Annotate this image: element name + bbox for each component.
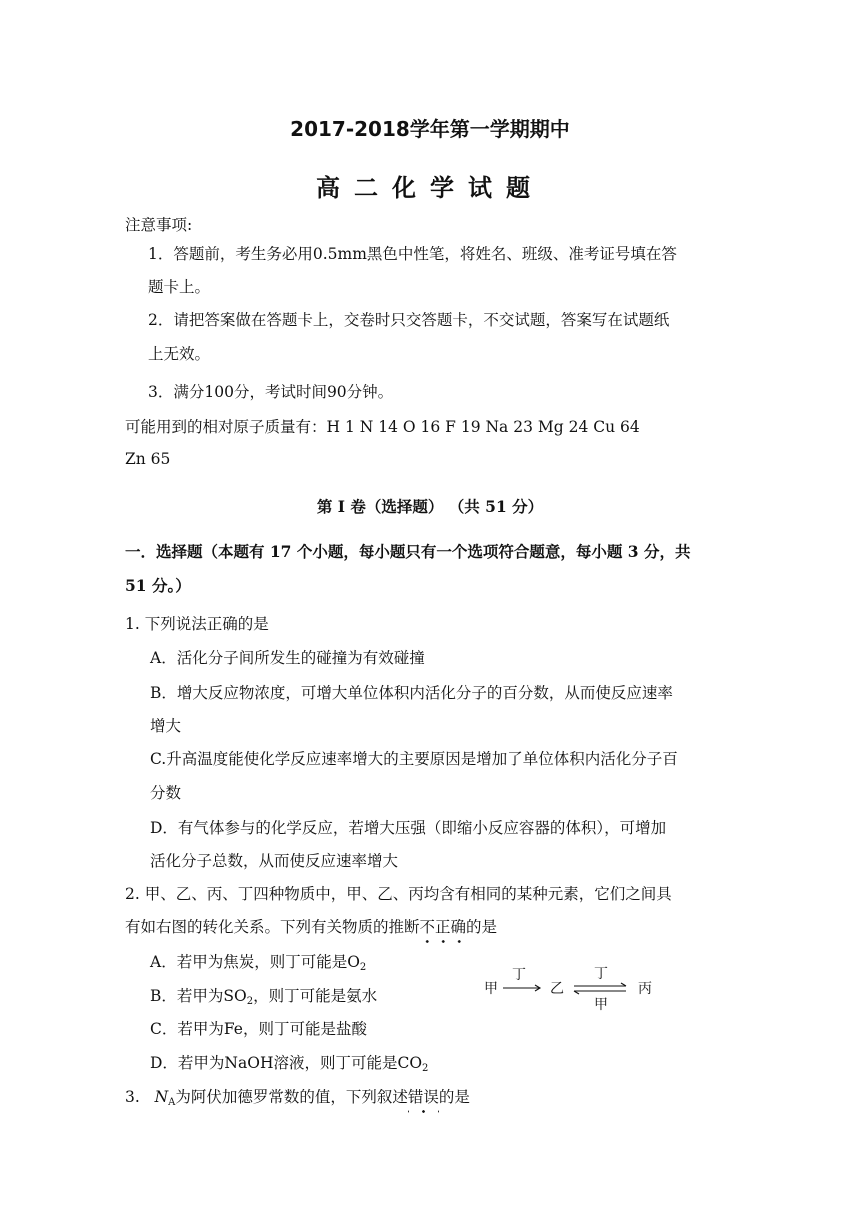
question-2-emphasis: 不正确 [419, 918, 467, 936]
exam-subtitle: 高二化学试题 [316, 174, 544, 202]
question-1-stem: 1. 下列说法正确的是 [125, 615, 269, 633]
part-title: 第 I 卷（选择题） （共 51 分） [316, 497, 544, 516]
atomic-mass-line-2: Zn 65 [125, 450, 171, 468]
question-3-emphasis: 错误 [407, 1088, 439, 1106]
question-1-option-b-line-1: B．增大反应物浓度，可增大单位体积内活化分子的百分数，从而使反应速率 [150, 684, 673, 702]
question-1-option-c-line-2: 分数 [150, 784, 182, 802]
question-2-option-d [150, 1051, 428, 1074]
question-2-option-a-subscript: 2 [359, 962, 367, 973]
section-heading-line-2: 51 分。） [125, 576, 191, 595]
note-item-2-line-2: 上无效。 [148, 345, 211, 363]
diagram-arrow-1-label: 丁 [512, 967, 526, 983]
question-2-option-a [150, 950, 366, 973]
question-2-option-b-subscript: 2 [246, 996, 254, 1007]
notes-heading: 注意事项: [125, 216, 193, 234]
diagram-arrow-2-bottom-label: 甲 [594, 997, 608, 1013]
diagram-node-bing: 丙 [638, 981, 652, 997]
question-2-stem-pre: 有如右图的转化关系。下列有关物质的推断 [125, 918, 420, 936]
question-1-option-d-line-1: D．有气体参与的化学反应，若增大压强（即缩小反应容器的体积），可增加 [150, 819, 667, 837]
question-1-option-a: A．活化分子间所发生的碰撞为有效碰撞 [150, 649, 425, 667]
question-1-option-c-line-1: C.升高温度能使化学反应速率增大的主要原因是增加了单位体积内活化分子百 [150, 750, 678, 768]
question-3-stem-pre: 为阿伏加德罗常数的值，下列叙述 [175, 1088, 408, 1106]
question-1-option-b-line-2: 增大 [150, 717, 182, 735]
atomic-mass-line-1: 可能用到的相对原子质量有：H 1 N 14 O 16 F 19 Na 23 Mg 24 Cu 64 [125, 418, 640, 436]
diagram-node-yi: 乙 [550, 981, 564, 997]
question-2-stem-line-1: 2. 甲、乙、丙、丁四种物质中，甲、乙、丙均含有相同的某种元素，它们之间具 [125, 885, 672, 903]
question-3-stem [125, 1085, 470, 1108]
question-3-stem-post: 的是 [438, 1088, 470, 1106]
exam-title: 2017-2018学年第一学期期中 [290, 117, 570, 141]
note-item-2-line-1: 2．请把答案做在答题卡上，交卷时只交答题卡，不交试题，答案写在试题纸 [148, 311, 670, 329]
question-2-option-b-text: B．若甲为SO [150, 987, 247, 1005]
diagram-arrow-2-top-label: 丁 [594, 966, 608, 982]
note-item-1-line-1: 1．答题前，考生务必用0.5mm黑色中性笔，将姓名、班级、准考证号填在答 [148, 245, 677, 263]
avogadro-symbol: N [154, 1088, 169, 1106]
note-item-3: 3．满分100分，考试时间90分钟。 [148, 383, 394, 401]
diagram-node-jia: 甲 [484, 981, 498, 997]
question-1-option-d-line-2: 活化分子总数，从而使反应速率增大 [150, 852, 399, 870]
question-2-option-a-text: A．若甲为焦炭，则丁可能是O [150, 953, 360, 971]
question-2-stem-line-2 [125, 915, 497, 937]
question-2-option-b-tail: ，则丁可能是氨水 [253, 987, 378, 1005]
avogadro-subscript: A [168, 1097, 176, 1108]
question-2-stem-post: 的是 [466, 918, 498, 936]
question-2-option-c: C．若甲为Fe，则丁可能是盐酸 [150, 1020, 367, 1038]
section-heading-line-1: 一．选择题（本题有 17 个小题，每小题只有一个选项符合题意，每小题 3 分，共 [125, 542, 691, 561]
note-item-1-line-2: 题卡上。 [148, 278, 211, 296]
question-3-number: 3. [125, 1088, 140, 1106]
conversion-diagram [478, 955, 668, 1015]
question-2-option-b [150, 984, 377, 1007]
question-2-option-d-text: D．若甲为NaOH溶液，则丁可能是CO [150, 1054, 423, 1072]
question-2-option-d-subscript: 2 [422, 1063, 429, 1074]
